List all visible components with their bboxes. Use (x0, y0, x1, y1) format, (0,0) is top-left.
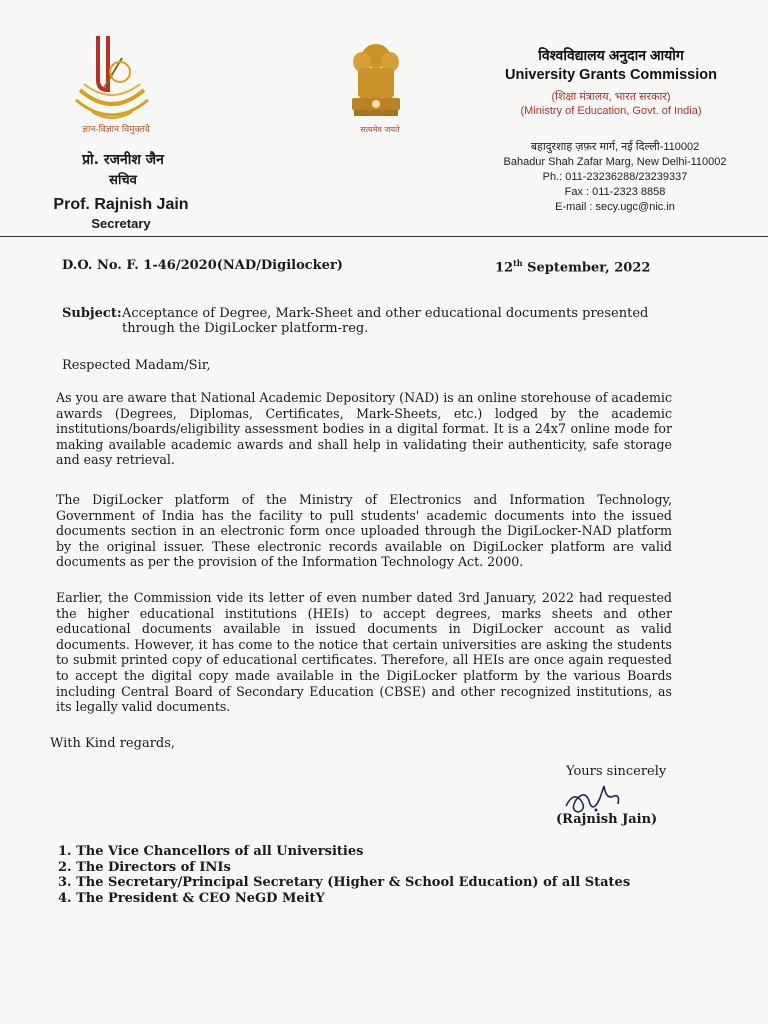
signer-name: (Rajnish Jain) (556, 812, 658, 827)
contact-block (500, 140, 730, 215)
body-paragraph: Earlier, the Commission vide its letter of even number dated 3rd January, 2022 had requested the higher educational institutions (HEIs) to accept degrees, marks sheets and other educational documents available in issued documents in DigiLocker account as valid documents. However, it has come to the notice that certain universities are asking the students to submit printed copy of educational certificates. Therefore, all HEIs are once again requested to accept the digital copy made available in the DigiLocker platform by the various Boards including Central Board of Secondary Education (CBSE) and other recognized institutions, as its legally valid documents. (56, 590, 672, 715)
logo-motto: ज्ञान-विज्ञान विमुक्तये (82, 125, 150, 135)
emblem-motto: सत्यमेव जयते (360, 125, 400, 134)
ministry: (Ministry of Education, Govt. of India) (520, 105, 702, 117)
header-divider (0, 236, 768, 237)
salutation: Respected Madam/Sir, (62, 358, 211, 373)
recipient-list (58, 844, 630, 906)
org-name-hindi: विश्वविद्यालय अनुदान आयोग (538, 47, 684, 63)
list-item: 4. The President & CEO NeGD MeitY (58, 890, 325, 906)
address: Bahadur Shah Zafar Marg, New Delhi-110002 (503, 156, 727, 168)
list-item: 1. The Vice Chancellors of all Universities (58, 844, 364, 859)
phone-number: Ph.: 011-23236288/23239337 (542, 171, 688, 183)
fax-number: Fax : 011-2323 8858 (564, 186, 666, 198)
secretary-title-hindi: सचिव (109, 173, 137, 188)
national-emblem-icon (344, 40, 408, 124)
body-paragraph: As you are aware that National Academic Depository (NAD) is an online storehouse of academic awards (Degrees, Diplomas, Certificates, Mark-Sheets, etc.) lodged by the academic institutions/boards/eligibility assessment bodies in a digital format. It is a 24x7 online mode for making available academic awards and shall help in validating their authenticity, safe storage and easy retrieval. (56, 390, 672, 468)
body-paragraph: The DigiLocker platform of the Ministry of Electronics and Information Technology, Government of India has the facility to pull students' academic documents into the issued documents section in an electronic form once uploaded through the DigiLocker-NAD platform by the original issuer. These electronic records available on DigiLocker platform are valid documents as per the provision of the Information Technology Act. 2000. (56, 492, 672, 570)
yours-sincerely: Yours sincerely (566, 764, 667, 779)
list-item: 2. The Directors of INIs (58, 859, 231, 875)
subject-text: Acceptance of Degree, Mark-Sheet and other educational documents presented through the DigiLocker platform-reg. (122, 306, 649, 336)
email-address: E-mail : secy.ugc@nic.in (555, 201, 675, 213)
address-hindi: बहादुरशाह ज़फ़र मार्ग, नई दिल्ली-110002 (530, 141, 700, 153)
subject-line (62, 306, 682, 336)
ministry-hindi: (शिक्षा मंत्रालय, भारत सरकार) (551, 91, 671, 103)
org-name: University Grants Commission (505, 67, 717, 83)
ugc-logo-icon (62, 28, 162, 134)
closing-regards: With Kind regards, (50, 736, 176, 751)
secretary-name-hindi: प्रो. रजनीश जैन (82, 152, 164, 168)
subject-label: Subject: (62, 306, 122, 321)
organization-block (486, 46, 736, 117)
do-number: D.O. No. F. 1-46/2020(NAD/Digilocker) (62, 258, 343, 273)
secretary-title: Secretary (91, 216, 151, 231)
letter-date: 12th September, 2022 (495, 258, 651, 276)
secretary-name: Prof. Rajnish Jain (53, 196, 189, 213)
list-item: 3. The Secretary/Principal Secretary (Higher & School Education) of all States (58, 875, 631, 890)
